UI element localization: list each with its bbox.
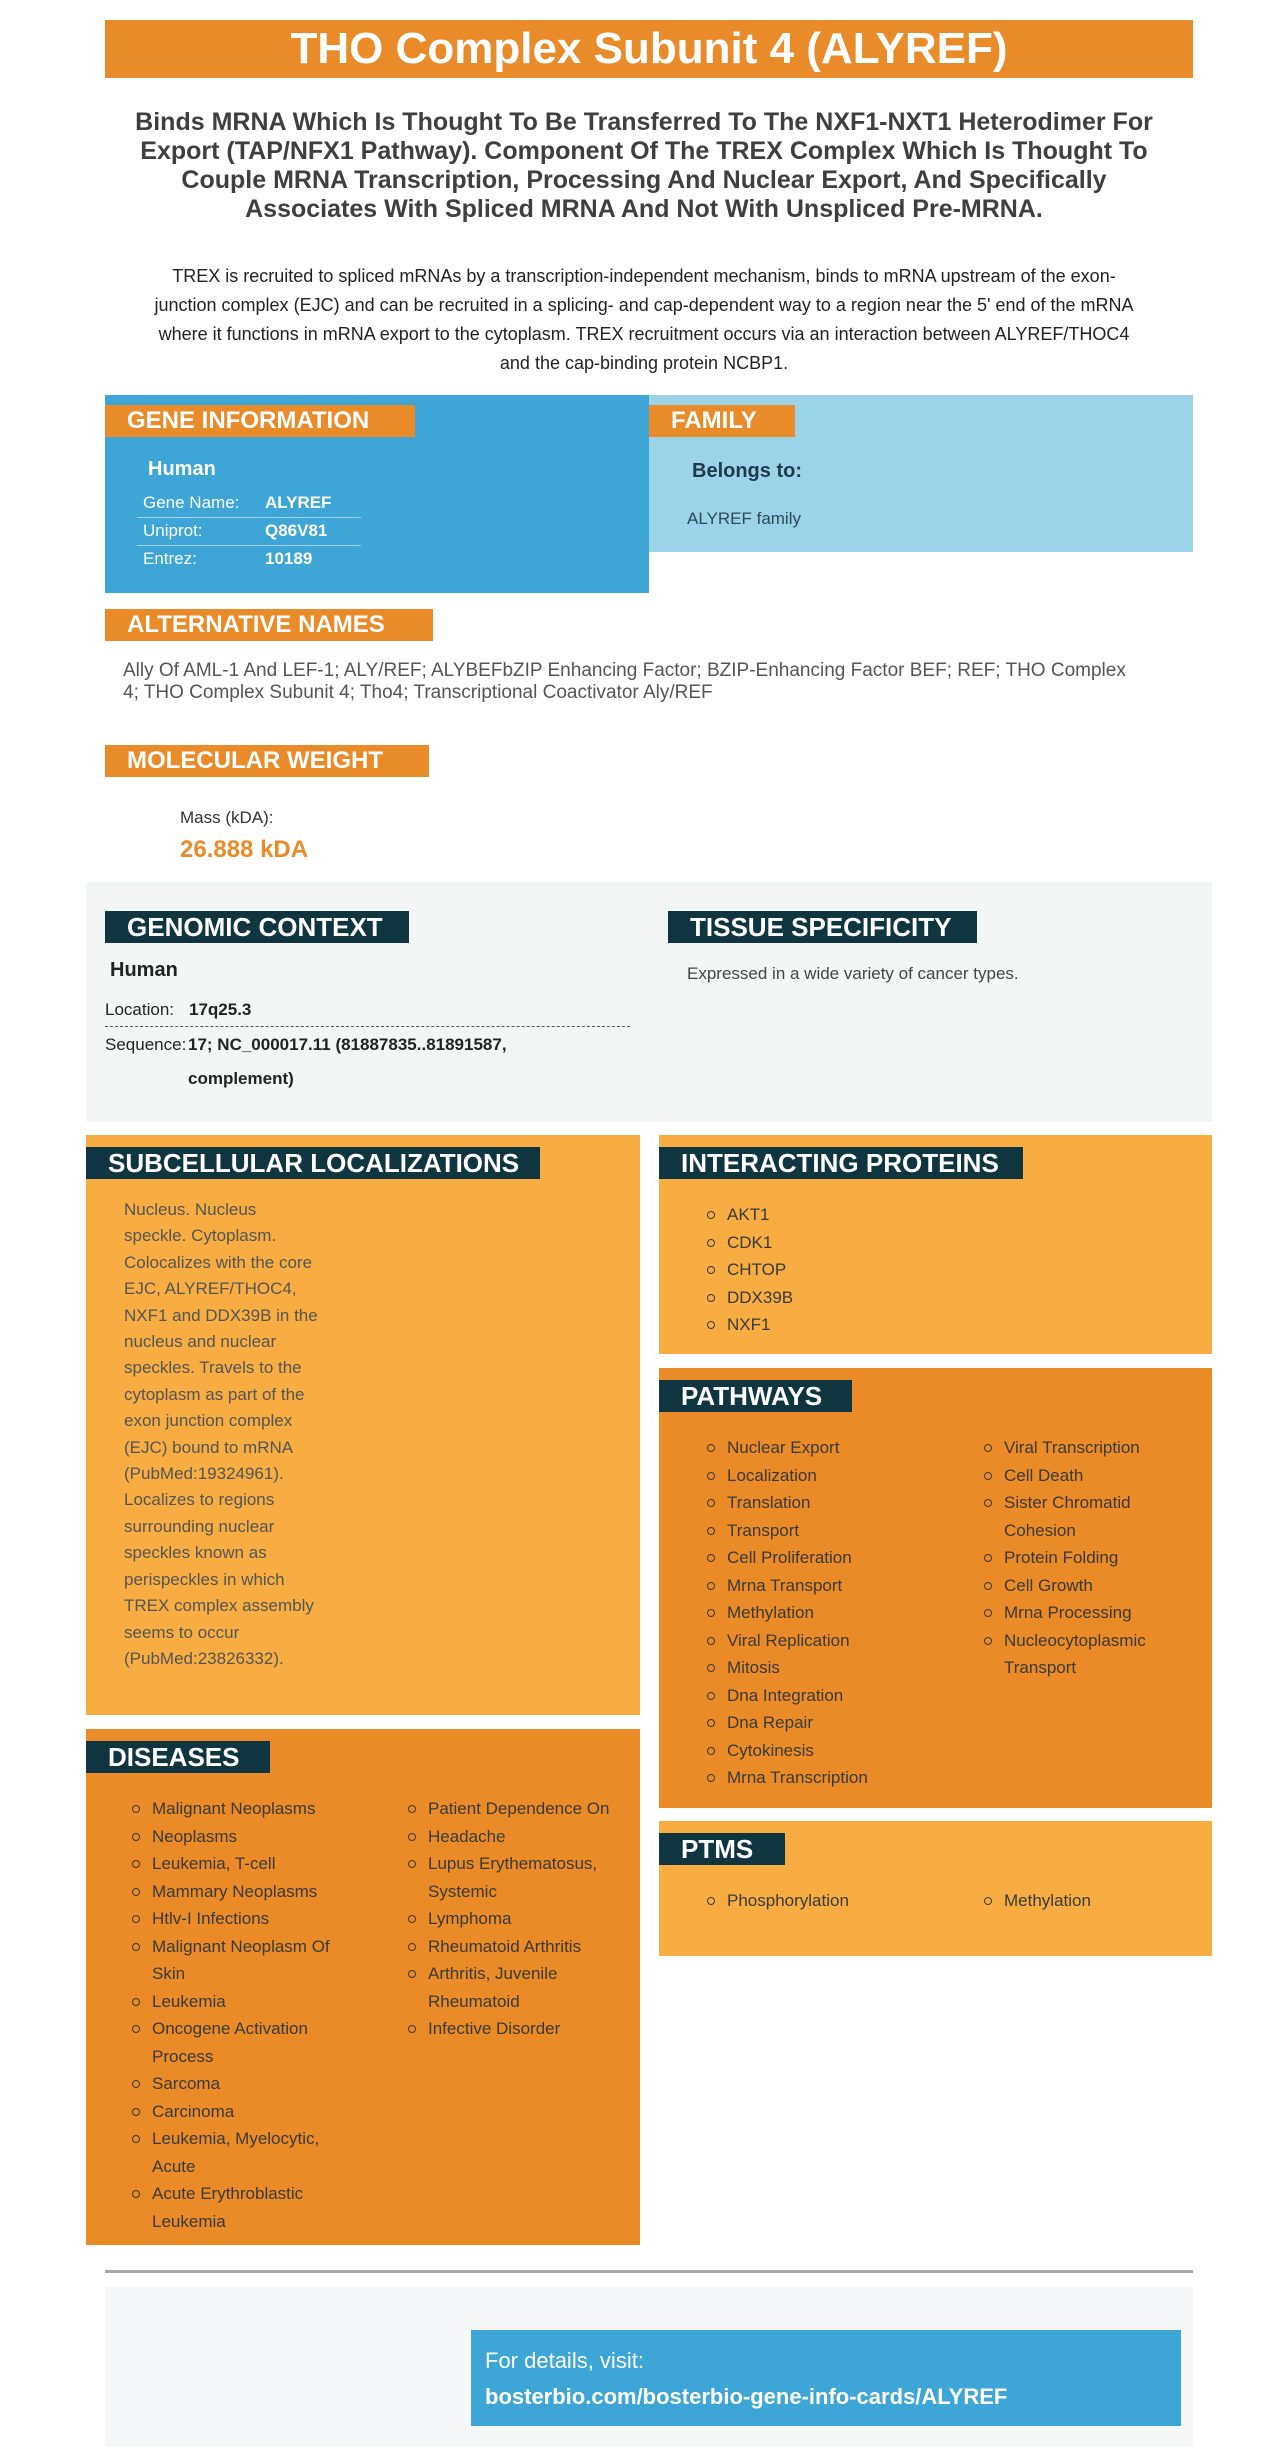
diseases-list-col1 [132,1795,354,2235]
gene-information-heading: GENE INFORMATION [105,405,415,437]
pathway-item: Protein Folding [984,1544,1194,1572]
interacting-protein-item: CHTOP [707,1256,1007,1284]
subcellular-text-line: Localizes to regions [124,1490,275,1510]
diseases-list-col2 [408,1795,628,2043]
disease-item: Infective Disorder [408,2015,628,2043]
protein-description: TREX is recruited to spliced mRNAs by a transcription-independent mechanism, binds to mRNA upstream of the exon-junction complex (EJC) and can be recruited in a splicing- and cap-dependent way to a region near the 5' end of the mRNA where it functions in mRNA export to the cytoplasm. TREX recruitment occurs via an interaction between ALYREF/THOC4 and the cap-binding protein NCBP1. [154,266,1134,373]
ptm-item: Phosphorylation [707,1887,967,1915]
sequence-value-line2: complement) [188,1069,294,1088]
pathway-item: Methylation [707,1599,973,1627]
subcellular-text-line: EJC, ALYREF/THOC4, [124,1279,297,1299]
disease-item: Leukemia, Myelocytic, Acute [132,2125,354,2180]
pathway-item: Viral Transcription [984,1434,1194,1462]
belongs-to-label: Belongs to: [692,460,802,482]
disease-item: Oncogene Activation Process [132,2015,354,2070]
table-row [137,546,361,574]
subcellular-text [124,1197,364,1672]
subcellular-text-line: seems to occur [124,1622,240,1642]
pathway-item: Transport [707,1517,973,1545]
family-heading: FAMILY [649,405,795,437]
subcellular-text-line: Nucleus. Nucleus [124,1200,257,1219]
subcellular-text-line: Colocalizes with the core [124,1252,313,1272]
pathway-item: Cell Death [984,1462,1194,1490]
pathway-item: Viral Replication [707,1627,973,1655]
subcellular-text-line: (PubMed:19324961). [124,1464,284,1484]
pathway-item: Mrna Transcription [707,1764,973,1792]
tissue-specificity-heading: TISSUE SPECIFICITY [668,911,977,943]
location-row [105,1000,630,1027]
subcellular-heading: SUBCELLULAR LOCALIZATIONS [86,1147,540,1179]
interacting-proteins-heading: INTERACTING PROTEINS [659,1147,1023,1179]
disease-item: Malignant Neoplasms [132,1795,354,1823]
pathway-item: Mrna Transport [707,1572,973,1600]
subcellular-text-line: nucleus and nuclear [124,1332,277,1352]
interacting-protein-item: DDX39B [707,1284,1007,1312]
diseases-card [86,1729,640,2245]
genomic-species: Human [110,959,178,981]
uniprot-value: Q86V81 [265,518,361,546]
disease-item: Acute Erythroblastic Leukemia [132,2180,354,2235]
disease-item: Lymphoma [408,1905,628,1933]
gene-name-label: Gene Name: [137,490,265,518]
table-row [137,490,361,518]
details-link-box[interactable] [471,2330,1181,2426]
alternative-names-text: Ally Of AML-1 And LEF-1; ALY/REF; ALYBEFbZIP Enhancing Factor; BZIP-Enhancing Factor BEF; REF; THO Complex 4; THO Complex Subunit 4; Tho4; Transcriptional Coactivator Aly/REF [123,660,1126,703]
disease-item: Malignant Neoplasm Of Skin [132,1933,354,1988]
interacting-proteins-list [707,1201,1007,1339]
subcellular-text-line: cytoplasm as part of the [124,1384,305,1404]
subcellular-card [86,1135,640,1715]
uniprot-label: Uniprot: [137,518,265,546]
mass-value: 26.888 kDA [180,836,309,863]
gene-info-table [137,490,361,573]
ptms-list-col2 [984,1887,1194,1915]
subcellular-text-line: surrounding nuclear [124,1516,275,1536]
pathway-item: Dna Repair [707,1709,973,1737]
disease-item: Leukemia, T-cell [132,1850,354,1878]
disease-item: Lupus Erythematosus, Systemic [408,1850,628,1905]
disease-item: Sarcoma [132,2070,354,2098]
interacting-protein-item: CDK1 [707,1229,1007,1257]
page-title: THO Complex Subunit 4 (ALYREF) [105,20,1193,78]
subcellular-text-line: speckles known as [124,1543,267,1563]
location-label: Location: [105,1000,174,1019]
subcellular-text-line: (EJC) bound to mRNA [124,1437,294,1457]
entrez-value: 10189 [265,549,313,568]
entrez-label: Entrez: [143,549,197,568]
pathways-card [659,1368,1212,1808]
pathway-item: Nucleocytoplasmic Transport [984,1627,1194,1682]
ptms-list-col1 [707,1887,967,1915]
gene-species: Human [148,458,216,480]
subcellular-text-line: speckle. Cytoplasm. [124,1226,277,1246]
diseases-heading: DISEASES [86,1741,270,1773]
disease-item: Headache [408,1823,628,1851]
pathway-item: Mitosis [707,1654,973,1682]
pathway-item: Nuclear Export [707,1434,973,1462]
ptms-heading: PTMS [659,1833,785,1865]
visit-text: For details, visit: [485,2348,644,2373]
subcellular-text-line: speckles. Travels to the [124,1358,302,1378]
disease-item: Neoplasms [132,1823,354,1851]
location-value: 17q25.3 [189,1000,252,1019]
sequence-label: Sequence: [105,1035,187,1054]
subcellular-text-line: perispeckles in which [124,1569,285,1589]
disease-item: Rheumatoid Arthritis [408,1933,628,1961]
protein-summary: Binds MRNA Which Is Thought To Be Transferred To The NXF1-NXT1 Heterodimer For Export (TAP/NFX1 Pathway). Component Of The TREX Complex Which Is Thought To Couple MRNA Transcription, Processing And Nuclear Export, And Specifically Associates With Spliced MRNA And Not With Unspliced Pre-MRNA. [135,108,1153,223]
disease-item: Mammary Neoplasms [132,1878,354,1906]
subcellular-text-line: (PubMed:23826332). [124,1648,284,1668]
pathways-list-col2 [984,1434,1194,1682]
pathway-item: Localization [707,1462,973,1490]
interacting-protein-item: AKT1 [707,1201,1007,1229]
gene-name-value: ALYREF [265,490,361,518]
pathway-item: Dna Integration [707,1682,973,1710]
molecular-weight-heading: MOLECULAR WEIGHT [105,745,429,777]
pathway-item: Cell Growth [984,1572,1194,1600]
pathways-list-col1 [707,1434,973,1792]
interacting-proteins-card [659,1135,1212,1354]
disease-item: Carcinoma [132,2098,354,2126]
family-card [649,395,1193,552]
disease-item: Arthritis, Juvenile Rheumatoid [408,1960,628,2015]
disease-item: Htlv-I Infections [132,1905,354,1933]
interacting-protein-item: NXF1 [707,1311,1007,1339]
alternative-names-heading: ALTERNATIVE NAMES [105,609,433,641]
subcellular-text-line: TREX complex assembly [124,1596,314,1616]
pathway-item: Cell Proliferation [707,1544,973,1572]
disease-item: Patient Dependence On [408,1795,628,1823]
pathway-item: Cytokinesis [707,1737,973,1765]
pathway-item: Translation [707,1489,973,1517]
footer-divider [105,2270,1193,2273]
table-row [137,518,361,546]
sequence-value-line1: 17; NC_000017.11 (81887835..81891587, [188,1035,507,1054]
tissue-specificity-text: Expressed in a wide variety of cancer types. [687,964,1019,983]
mass-label: Mass (kDA): [180,808,274,827]
pathway-item: Sister Chromatid Cohesion [984,1489,1194,1544]
subcellular-text-line: NXF1 and DDX39B in the [124,1305,318,1325]
subcellular-text-line: exon junction complex [124,1411,293,1431]
pathway-item: Mrna Processing [984,1599,1194,1627]
disease-item: Leukemia [132,1988,354,2016]
pathways-heading: PATHWAYS [659,1380,852,1412]
genomic-context-heading: GENOMIC CONTEXT [105,911,409,943]
family-value: ALYREF family [687,509,801,528]
ptms-card [659,1821,1212,1956]
ptm-item: Methylation [984,1887,1194,1915]
details-url-link[interactable]: bosterbio.com/bosterbio-gene-info-cards/ALYREF [485,2384,1008,2409]
